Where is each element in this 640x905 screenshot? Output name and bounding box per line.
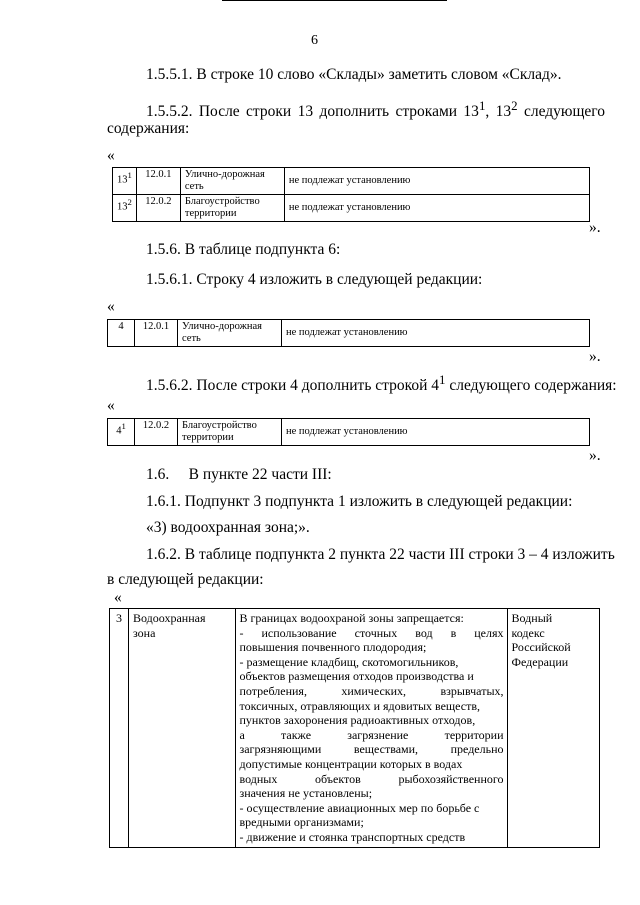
restriction-line: - осуществление авиационных мер по борьбе с xyxy=(239,800,480,815)
paragraph-1-6-1-quote: «3) водоохранная зона;». xyxy=(146,519,310,536)
row-code: 12.0.2 xyxy=(136,195,180,222)
paragraph-1-6-1: 1.6.1. Подпункт 3 подпункта 1 изложить в следующей редакции: xyxy=(146,493,573,510)
paragraph-1-5-6: 1.5.6. В таблице подпункта 6: xyxy=(146,241,341,258)
row-name: Улично-дорожная сеть xyxy=(178,320,282,347)
restriction-line: а также загрязнение территории xyxy=(239,727,504,742)
row-number: $13^1$ xyxy=(113,168,137,195)
row-value: не подлежат установлению xyxy=(282,419,590,446)
row-number: 3 xyxy=(110,609,129,848)
table-row xyxy=(108,320,590,347)
restriction-line: вредными организмами; xyxy=(239,815,364,830)
top-border-line xyxy=(222,0,447,1)
open-quote-4: « xyxy=(114,589,122,606)
table-rows-3-4 xyxy=(109,608,600,848)
open-quote-2: « xyxy=(107,298,115,315)
open-quote-3: « xyxy=(107,397,115,414)
restriction-line: потребления, химических, взрывчатых, xyxy=(239,683,504,698)
paragraph-1-6: 1.6. В пункте 22 части III: xyxy=(146,466,332,483)
close-quote-2: ». xyxy=(589,348,601,365)
row-code: 12.0.2 xyxy=(135,419,178,446)
row-zone: Водоохранная зона xyxy=(129,609,236,848)
paragraph-1-5-5-2: 1.5.5.2. После строки 13 дополнить строками $13^1$, $13^2$ следующего xyxy=(146,98,605,121)
table-row xyxy=(108,419,590,446)
close-quote-3: ». xyxy=(589,447,601,464)
close-quote-1: ». xyxy=(589,219,601,236)
row-restrictions xyxy=(236,609,507,848)
table-rows-13-1-13-2 xyxy=(112,167,590,222)
restriction-line: значения не установлены; xyxy=(239,786,373,801)
row-value: не подлежат установлению xyxy=(284,195,589,222)
row-name: Благоустройство территории xyxy=(180,195,284,222)
restriction-line: - размещение кладбищ, скотомогильников, xyxy=(239,654,459,669)
restriction-line: пунктов захоронения радиоактивных отходов, xyxy=(239,713,476,728)
paragraph-1-6-2: 1.6.2. В таблице подпункта 2 пункта 22 части III строки 3 – 4 изложить xyxy=(146,546,615,563)
restriction-line: допустимые концентрации которых в водах xyxy=(239,756,463,771)
paragraph-1-5-5-1: 1.5.5.1. В строке 10 слово «Склады» заметить словом «Склад». xyxy=(146,66,562,83)
row-name: Улично-дорожная сеть xyxy=(180,168,284,195)
page-number: 6 xyxy=(311,33,318,48)
restriction-line: водных объектов рыбохозяйственного xyxy=(239,771,504,786)
table-row-4 xyxy=(107,319,590,347)
row-number: $4^1$ xyxy=(108,419,135,446)
table-row xyxy=(113,168,590,195)
table-row xyxy=(110,609,600,848)
table-row xyxy=(113,195,590,222)
restriction-line: загрязняющими веществами, предельно xyxy=(239,742,504,757)
paragraph-1-6-2-continued: в следующей редакции: xyxy=(107,571,264,588)
table-row-4-1 xyxy=(107,418,590,446)
row-code: 12.0.1 xyxy=(135,320,178,347)
row-code: 12.0.1 xyxy=(136,168,180,195)
restriction-line: - движение и стоянка транспортных средств xyxy=(239,829,466,844)
paragraph-1-5-6-2: 1.5.6.2. После строки 4 дополнить строкой $4^1$ следующего содержания: xyxy=(146,372,617,395)
paragraph-1-5-5-2-continued: содержания: xyxy=(107,120,190,137)
row-name: Благоустройство территории xyxy=(178,419,282,446)
paragraph-1-5-6-1: 1.5.6.1. Строку 4 изложить в следующей редакции: xyxy=(146,271,483,288)
row-value: не подлежат установлению xyxy=(284,168,589,195)
restriction-line: объектов размещения отходов производства и xyxy=(239,669,474,684)
restriction-line: повышения почвенного плодородия; xyxy=(239,640,427,655)
restriction-line: - использование сточных вод в целях xyxy=(239,625,504,640)
open-quote-1: « xyxy=(107,147,115,164)
row-number: $13^2$ xyxy=(113,195,137,222)
row-number: 4 xyxy=(108,320,135,347)
restriction-line: токсичных, отравляющих и ядовитых веществ, xyxy=(239,698,481,713)
restriction-line: В границах водоохраной зоны запрещается: xyxy=(239,611,464,625)
row-value: не подлежат установлению xyxy=(282,320,590,347)
row-source: Водный кодекс Российской Федерации xyxy=(507,609,599,848)
